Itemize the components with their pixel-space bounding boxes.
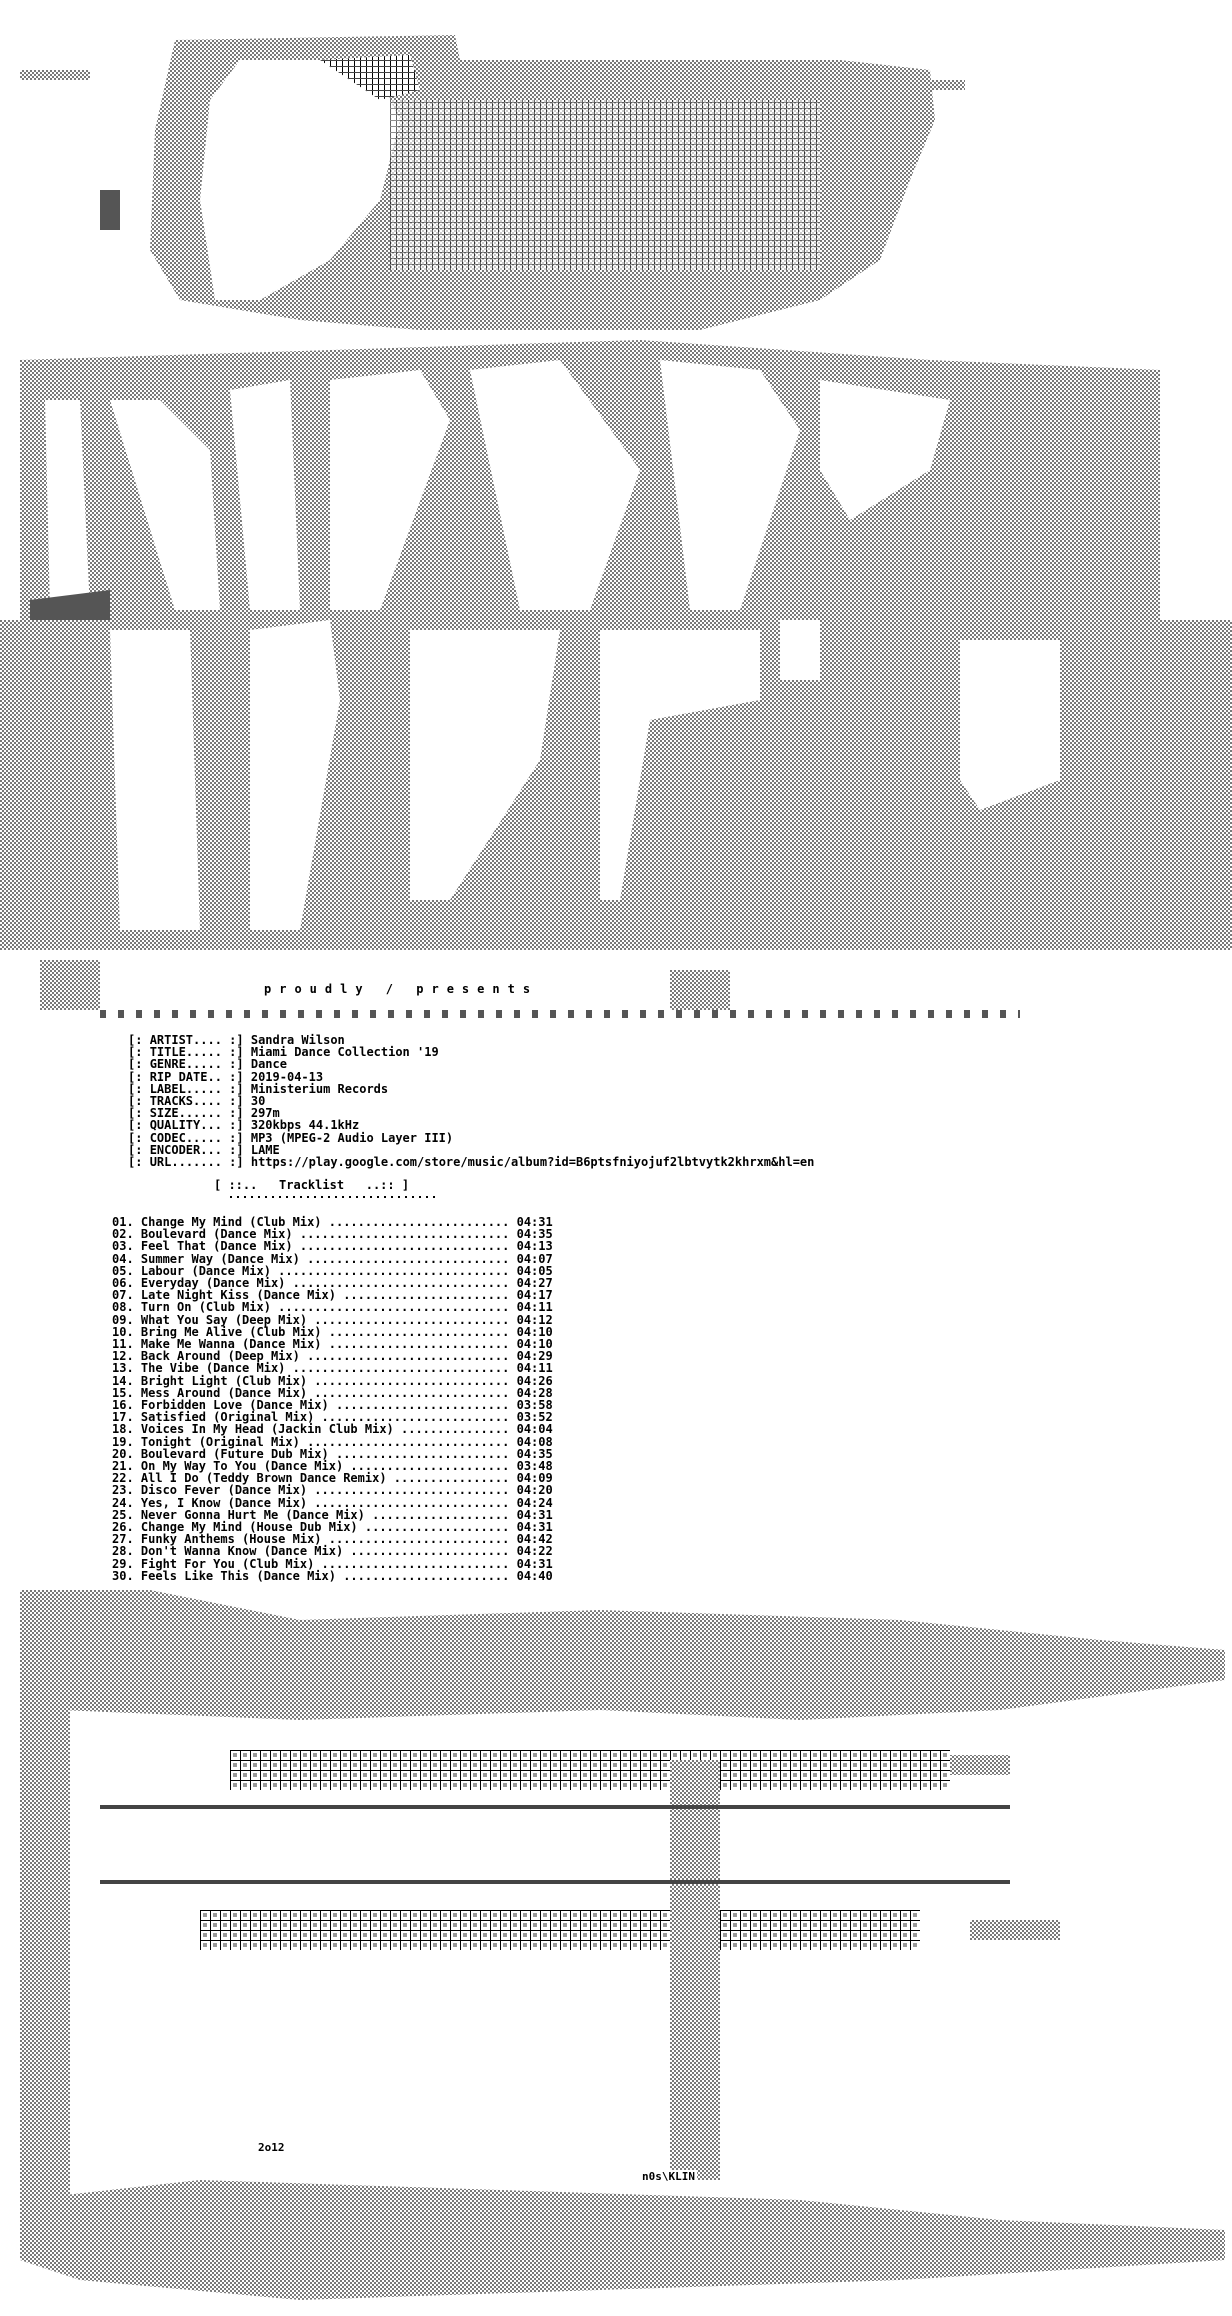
track-number: 22 [112, 1471, 127, 1486]
track-title: Fight For You (Club Mix) [140, 1556, 315, 1571]
info-value: 297m [250, 1106, 280, 1121]
track-leader: .......................... [314, 1410, 517, 1425]
track-title: Bright Light (Club Mix) [140, 1373, 308, 1388]
track-duration: 04:07 [516, 1251, 553, 1266]
track-leader: ................................ [270, 1300, 517, 1315]
track-row: 22. All I Do (Teddy Brown Dance Remix) ................ 04:09 [112, 1471, 553, 1486]
track-duration: 04:08 [516, 1434, 553, 1449]
track-duration: 04:12 [516, 1312, 553, 1327]
track-number: 05 [112, 1263, 127, 1278]
track-title: Make Me Wanna (Dance Mix) [140, 1337, 322, 1352]
track-title: Feels Like This (Dance Mix) [140, 1568, 336, 1583]
track-title: Everyday (Dance Mix) [140, 1276, 286, 1291]
track-duration: 04:27 [516, 1276, 553, 1291]
track-leader: ............................ [299, 1349, 517, 1364]
track-leader: ............................. [292, 1227, 517, 1242]
track-leader: ........................ [328, 1446, 517, 1461]
track-leader: ......................... [321, 1215, 517, 1229]
track-title: Back Around (Deep Mix) [140, 1349, 300, 1364]
track-title: Change My Mind (Club Mix) [140, 1215, 322, 1229]
info-row: [: ARTIST.... :] Sandra Wilson [128, 1033, 345, 1047]
track-leader: ........................... [307, 1312, 517, 1327]
track-duration: 04:31 [516, 1556, 553, 1571]
info-row: [: RIP DATE.. :] 2019-04-13 [128, 1069, 324, 1084]
track-duration: 04:11 [516, 1300, 553, 1315]
tracklist [112, 1216, 553, 1582]
track-duration: 04:20 [516, 1483, 553, 1498]
header-ascii-logo [0, 0, 1232, 1010]
track-number: 12 [112, 1349, 127, 1364]
track-row: 04. Summer Way (Dance Mix) ............................ 04:07 [112, 1251, 553, 1266]
track-duration: 04:31 [516, 1507, 553, 1522]
track-row: 21. On My Way To You (Dance Mix) ...................... 03:48 [112, 1459, 553, 1474]
info-row: [: LABEL..... :] Ministerium Records [128, 1081, 389, 1096]
track-number: 02 [112, 1227, 127, 1242]
track-title: Labour (Dance Mix) [140, 1263, 271, 1278]
info-key: CODEC [149, 1130, 186, 1145]
track-row: 08. Turn On (Club Mix) ................................ 04:11 [112, 1300, 553, 1315]
track-number: 28 [112, 1544, 127, 1559]
track-title: Late Night Kiss (Dance Mix) [140, 1288, 336, 1303]
track-row: 10. Bring Me Alive (Club Mix) ......................... 04:10 [112, 1324, 553, 1339]
track-row: 05. Labour (Dance Mix) ................................ 04:05 [112, 1263, 553, 1278]
track-duration: 04:31 [516, 1520, 553, 1535]
track-number: 30 [112, 1568, 127, 1583]
track-leader: ....................... [335, 1288, 517, 1303]
track-duration: 03:52 [516, 1410, 553, 1425]
track-number: 18 [112, 1422, 127, 1437]
info-value: LAME [250, 1142, 280, 1157]
track-row: 01. Change My Mind (Club Mix) ......................... 04:31 [112, 1215, 553, 1229]
track-duration: 04:35 [516, 1227, 553, 1242]
track-number: 20 [112, 1446, 127, 1461]
track-number: 27 [112, 1532, 127, 1547]
track-title: Turn On (Club Mix) [140, 1300, 271, 1315]
release-info [128, 1034, 814, 1168]
track-leader: ........................ [328, 1398, 517, 1413]
track-title: The Vibe (Dance Mix) [140, 1361, 286, 1376]
track-duration: 04:28 [516, 1385, 553, 1400]
track-row: 16. Forbidden Love (Dance Mix) ........................ 03:58 [112, 1398, 553, 1413]
track-duration: 03:48 [516, 1459, 553, 1474]
info-key: GENRE [149, 1057, 186, 1072]
track-title: Satisfied (Original Mix) [140, 1410, 315, 1425]
info-row: [: ENCODER... :] LAME [128, 1142, 280, 1157]
track-leader: .............................. [285, 1361, 517, 1376]
info-value: Miami Dance Collection '19 [250, 1045, 439, 1060]
track-row: 14. Bright Light (Club Mix) ........................... 04:26 [112, 1373, 553, 1388]
info-key: SIZE [149, 1106, 179, 1121]
track-number: 03 [112, 1239, 127, 1254]
track-number: 21 [112, 1459, 127, 1474]
info-key: ARTIST [149, 1033, 194, 1047]
tracklist-header: [ ::.. Tracklist ..:: ] [214, 1178, 410, 1192]
track-row: 11. Make Me Wanna (Dance Mix) ......................... 04:10 [112, 1337, 553, 1352]
track-leader: ......................... [321, 1324, 517, 1339]
track-row: 26. Change My Mind (House Dub Mix) .................... 04:31 [112, 1520, 553, 1535]
track-leader: ................... [364, 1507, 517, 1522]
track-number: 23 [112, 1483, 127, 1498]
track-title: All I Do (Teddy Brown Dance Remix) [140, 1471, 387, 1486]
track-number: 04 [112, 1251, 127, 1266]
info-row: [: TITLE..... :] Miami Dance Collection '19 [128, 1045, 439, 1060]
track-number: 13 [112, 1361, 127, 1376]
info-value: Sandra Wilson [250, 1033, 345, 1047]
track-number: 01 [112, 1215, 127, 1229]
track-duration: 04:04 [516, 1422, 553, 1437]
track-duration: 04:22 [516, 1544, 553, 1559]
track-number: 29 [112, 1556, 127, 1571]
track-title: Feel That (Dance Mix) [140, 1239, 293, 1254]
track-row: 25. Never Gonna Hurt Me (Dance Mix) ................... 04:31 [112, 1507, 553, 1522]
track-leader: ....................... [335, 1568, 517, 1583]
info-value: 2019-04-13 [250, 1069, 324, 1084]
info-key: TRACKS [149, 1094, 194, 1109]
track-title: Funky Anthems (House Mix) [140, 1532, 322, 1547]
track-title: Mess Around (Dance Mix) [140, 1385, 308, 1400]
track-title: Summer Way (Dance Mix) [140, 1251, 300, 1266]
track-row: 17. Satisfied (Original Mix) .......................... 03:52 [112, 1410, 553, 1425]
track-number: 26 [112, 1520, 127, 1535]
track-row: 30. Feels Like This (Dance Mix) ....................... 04:40 [112, 1568, 553, 1583]
track-duration: 04:13 [516, 1239, 553, 1254]
info-value: Ministerium Records [250, 1081, 389, 1096]
track-number: 25 [112, 1507, 127, 1522]
track-duration: 04:40 [516, 1568, 553, 1583]
info-value: 30 [250, 1094, 266, 1109]
track-leader: ............................ [299, 1251, 517, 1266]
track-row: 13. The Vibe (Dance Mix) .............................. 04:11 [112, 1361, 553, 1376]
track-leader: ......................... [321, 1337, 517, 1352]
info-key: TITLE [149, 1045, 186, 1060]
track-leader: ........................... [307, 1385, 517, 1400]
track-leader: ................ [386, 1471, 517, 1486]
track-leader: ............................. [292, 1239, 517, 1254]
track-leader: ............................ [299, 1434, 517, 1449]
info-key: ENCODER [149, 1142, 201, 1157]
track-title: What You Say (Deep Mix) [140, 1312, 308, 1327]
footer-signature: n0s\KLIN [642, 2170, 695, 2183]
track-duration: 04:24 [516, 1495, 553, 1510]
info-key: QUALITY [149, 1118, 201, 1133]
track-leader: .......................... [314, 1556, 517, 1571]
track-row: 02. Boulevard (Dance Mix) ............................. 04:35 [112, 1227, 553, 1242]
track-duration: 04:11 [516, 1361, 553, 1376]
track-leader: ............... [393, 1422, 517, 1437]
info-row: [: QUALITY... :] 320kbps 44.1kHz [128, 1118, 360, 1133]
track-row: 24. Yes, I Know (Dance Mix) ........................... 04:24 [112, 1495, 553, 1510]
track-number: 10 [112, 1324, 127, 1339]
track-duration: 04:31 [516, 1215, 553, 1229]
track-number: 07 [112, 1288, 127, 1303]
track-title: Bring Me Alive (Club Mix) [140, 1324, 322, 1339]
track-title: On My Way To You (Dance Mix) [140, 1459, 344, 1474]
track-title: Forbidden Love (Dance Mix) [140, 1398, 329, 1413]
track-number: 15 [112, 1385, 127, 1400]
track-number: 17 [112, 1410, 127, 1425]
track-duration: 04:09 [516, 1471, 553, 1486]
track-number: 16 [112, 1398, 127, 1413]
track-duration: 04:10 [516, 1337, 553, 1352]
track-row: 12. Back Around (Deep Mix) ............................ 04:29 [112, 1349, 553, 1364]
track-duration: 04:17 [516, 1288, 553, 1303]
track-row: 15. Mess Around (Dance Mix) ........................... 04:28 [112, 1385, 553, 1400]
track-leader: ........................... [307, 1483, 517, 1498]
track-leader: ...................... [343, 1544, 517, 1559]
track-row: 28. Don't Wanna Know (Dance Mix) ...................... 04:22 [112, 1544, 553, 1559]
info-row: [: URL....... :] https://play.google.com/store/music/album?id=B6ptsfniyojuf2lbtvytk2khrxm&hl=en [128, 1155, 815, 1170]
track-number: 09 [112, 1312, 127, 1327]
track-title: Voices In My Head (Jackin Club Mix) [140, 1422, 394, 1437]
info-value: 320kbps 44.1kHz [250, 1118, 360, 1133]
info-row: [: TRACKS.... :] 30 [128, 1094, 266, 1109]
intro-text: proudly / presents [264, 982, 539, 996]
track-row: 18. Voices In My Head (Jackin Club Mix) ............... 04:04 [112, 1422, 553, 1437]
info-key: LABEL [149, 1081, 186, 1096]
header-divider [100, 1010, 1020, 1018]
track-duration: 04:26 [516, 1373, 553, 1388]
track-title: Boulevard (Dance Mix) [140, 1227, 293, 1242]
track-title: Don't Wanna Know (Dance Mix) [140, 1544, 344, 1559]
track-duration: 04:29 [516, 1349, 553, 1364]
track-row: 06. Everyday (Dance Mix) .............................. 04:27 [112, 1276, 553, 1291]
track-duration: 04:05 [516, 1263, 553, 1278]
track-row: 07. Late Night Kiss (Dance Mix) ....................... 04:17 [112, 1288, 553, 1303]
track-row: 23. Disco Fever (Dance Mix) ........................... 04:20 [112, 1483, 553, 1498]
info-value: MP3 (MPEG-2 Audio Layer III) [250, 1130, 454, 1145]
track-leader: ......................... [321, 1532, 517, 1547]
info-key: URL [149, 1155, 172, 1170]
info-row: [: SIZE...... :] 297m [128, 1106, 280, 1121]
track-row: 09. What You Say (Deep Mix) ........................... 04:12 [112, 1312, 553, 1327]
tracklist-title: Tracklist [279, 1178, 345, 1192]
info-value[interactable]: https://play.google.com/store/music/album?id=B6ptsfniyojuf2lbtvytk2khrxm&hl=en [250, 1155, 815, 1170]
track-duration: 03:58 [516, 1398, 553, 1413]
track-title: Yes, I Know (Dance Mix) [140, 1495, 308, 1510]
track-title: Tonight (Original Mix) [140, 1434, 300, 1449]
track-row: 20. Boulevard (Future Dub Mix) ........................ 04:35 [112, 1446, 553, 1461]
track-row: 27. Funky Anthems (House Mix) ......................... 04:42 [112, 1532, 553, 1547]
track-leader: ........................... [307, 1373, 517, 1388]
track-title: Never Gonna Hurt Me (Dance Mix) [140, 1507, 365, 1522]
track-row: 03. Feel That (Dance Mix) ............................. 04:13 [112, 1239, 553, 1254]
track-number: 19 [112, 1434, 127, 1449]
info-row: [: GENRE..... :] Dance [128, 1057, 287, 1072]
track-row: 29. Fight For You (Club Mix) .......................... 04:31 [112, 1556, 553, 1571]
track-number: 14 [112, 1373, 127, 1388]
track-leader: .................... [357, 1520, 517, 1535]
track-duration: 04:42 [516, 1532, 553, 1547]
track-number: 11 [112, 1337, 127, 1352]
info-row: [: CODEC..... :] MP3 (MPEG-2 Audio Layer III) [128, 1130, 454, 1145]
track-duration: 04:35 [516, 1446, 553, 1461]
track-title: Change My Mind (House Dub Mix) [140, 1520, 358, 1535]
info-value: Dance [250, 1057, 287, 1072]
track-leader: ........................... [307, 1495, 517, 1510]
track-number: 24 [112, 1495, 127, 1510]
track-title: Disco Fever (Dance Mix) [140, 1483, 308, 1498]
track-number: 08 [112, 1300, 127, 1315]
info-key: RIP DATE [149, 1069, 208, 1084]
track-number: 06 [112, 1276, 127, 1291]
track-duration: 04:10 [516, 1324, 553, 1339]
track-leader: .............................. [285, 1276, 517, 1291]
footer-ascii-art [0, 1580, 1232, 2316]
track-leader: ...................... [343, 1459, 517, 1474]
footer-year: 2o12 [258, 2141, 285, 2154]
track-row: 19. Tonight (Original Mix) ............................ 04:08 [112, 1434, 553, 1449]
track-title: Boulevard (Future Dub Mix) [140, 1446, 329, 1461]
tracklist-underline [230, 1196, 436, 1198]
track-leader: ................................ [270, 1263, 517, 1278]
